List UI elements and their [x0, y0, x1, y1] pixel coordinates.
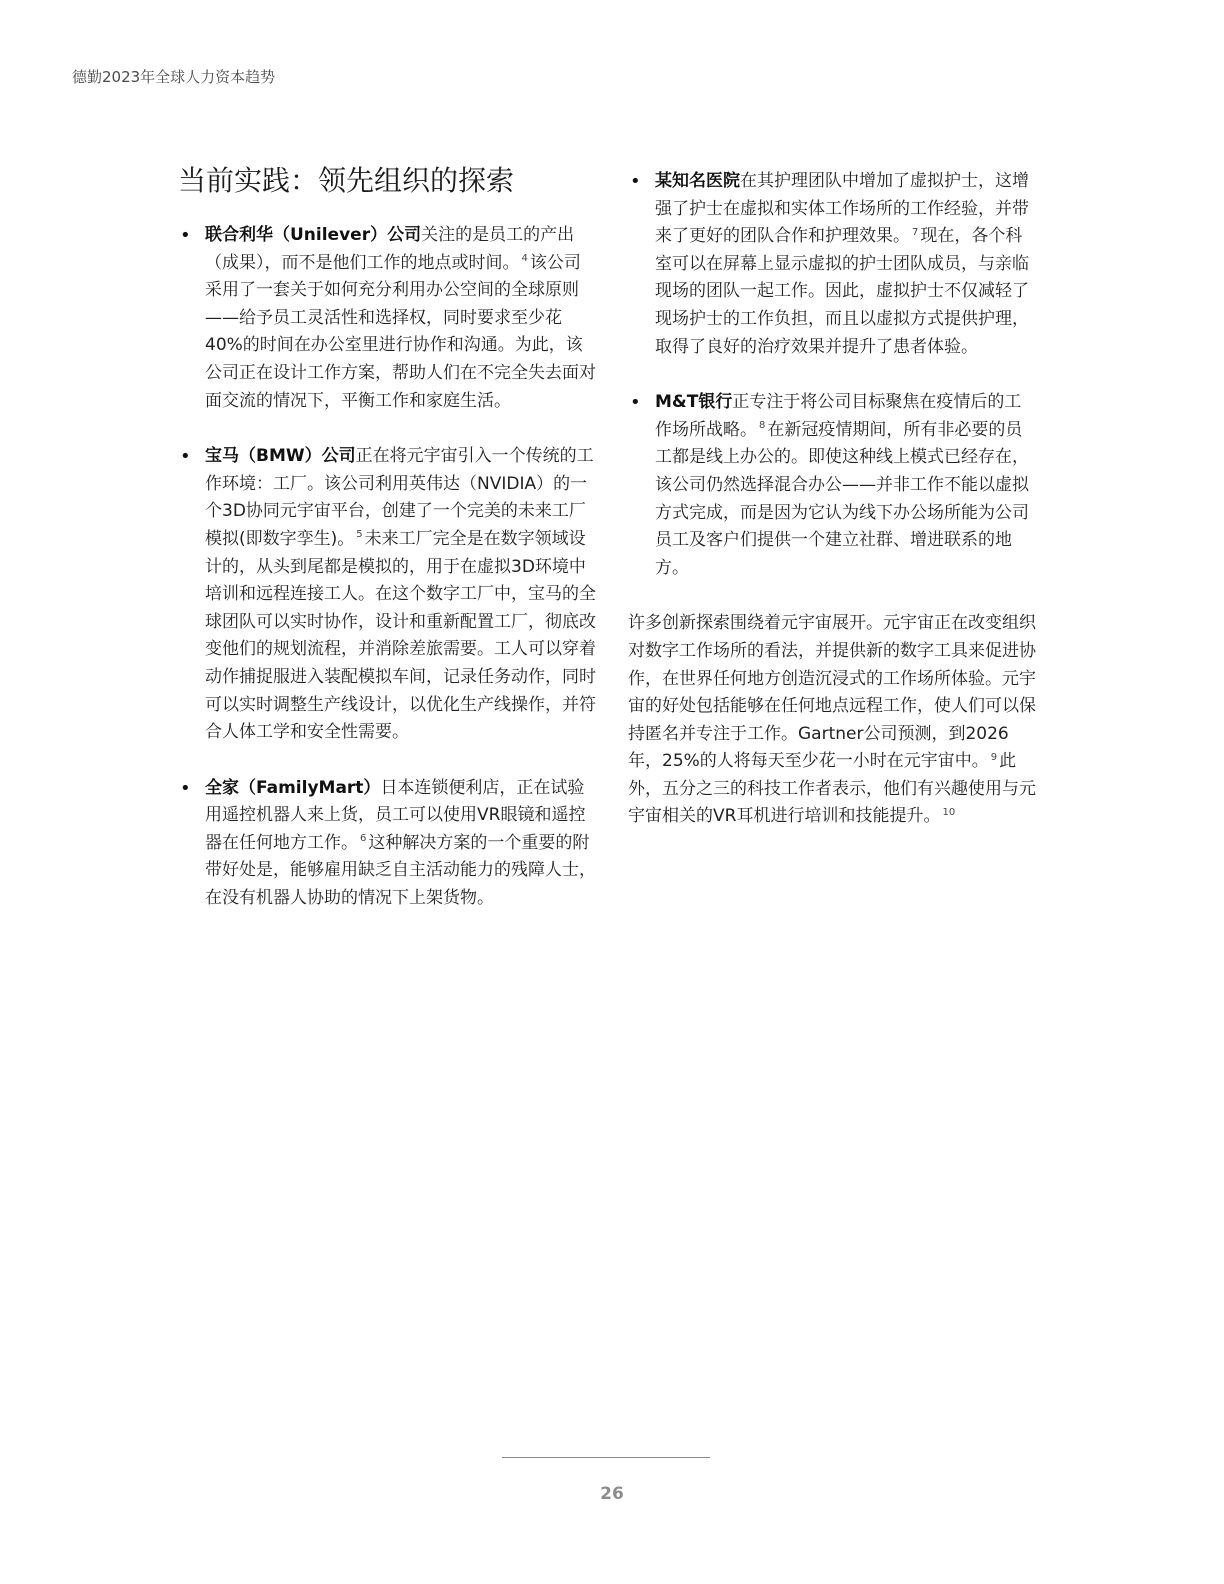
organization-name: M&T银行: [655, 392, 733, 413]
running-header: 德勤2023年全球人力资本趋势: [72, 68, 276, 86]
footnote-ref[interactable]: 4: [521, 252, 528, 264]
bullet-text: 关注的是员工的产出（成果），而不是他们工作的地点或时间。: [205, 225, 575, 273]
paragraph-text-cont: 此外，五分之三的科技工作者表示，他们有兴趣使用与元宇宙相关的VR耳机进行培训和技能提升。: [628, 751, 1036, 827]
footer-divider: [502, 1457, 710, 1458]
bullet-item-unilever: [178, 222, 596, 415]
bullet-text: 日本连锁便利店，正在试验用遥控机器人来上货，员工可以使用VR眼镜和遥控器在任何地方工作。: [205, 777, 586, 853]
company-name: 联合利华（Unilever）公司: [205, 225, 422, 245]
bullet-text: 正在将元宇宙引入一个传统的工作环境：工厂。该公司利用英伟达（NVIDIA）的一个3D协同元宇宙平台，创建了一个完美的未来工厂模拟(即数字孪生)。: [205, 446, 594, 549]
bullet-text: 正专注于将公司目标聚焦在疫情后的工作场所战略。: [655, 392, 1022, 440]
page-number: 26: [600, 1484, 624, 1504]
bullet-text-cont: 在新冠疫情期间，所有非必要的员工都是线上办公的。即使这种线上模式已经存在，该公司仍然选择混合办公——并非工作不能以虚拟方式完成，而是因为它认为线下办公场所能为公司员工及客户们提供一个建立社群、增进联系的地方。: [655, 419, 1029, 578]
bullet-text-cont: 未来工厂完全是在数字领域设计的，从头到尾都是模拟的，用于在虚拟3D环境中培训和远程连接工人。在这个数字工厂中，宝马的全球团队可以实时协作，设计和重新配置工厂，彻底改变他们的规划流程，并消除差旅需要。工人可以穿着动作捕捉服进入装配模拟车间，记录任务动作，同时可以实时调整生产线设计，以优化生产线操作，并符合人体工学和安全性需要。: [205, 528, 596, 743]
organization-name: 某知名医院: [655, 171, 740, 191]
bullet-item-bmw: [178, 443, 596, 747]
bullet-item-hospital: [628, 168, 1038, 361]
footnote-ref[interactable]: 6: [360, 833, 367, 845]
bullet-text-cont: 该公司采用了一套关于如何充分利用办公空间的全球原则——给予员工灵活性和选择权，同时要求至少花40%的时间在办公室里进行协作和沟通。为此，该公司正在设计工作方案，帮助人们在不完全失去面对面交流的情况下，平衡工作和家庭生活。: [205, 252, 596, 411]
bullet-dot-icon: •: [180, 225, 191, 246]
footnote-ref[interactable]: 5: [356, 529, 363, 541]
footnote-ref[interactable]: 7: [912, 226, 919, 238]
paragraph-text: 许多创新探索围绕着元宇宙展开。元宇宙正在改变组织对数字工作场所的看法，并提供新的数字工具来促进协作，在世界任何地方创造沉浸式的工作场所体验。元宇宙的好处包括能够在任何地点远程工作，使人们可以保持匿名并专注于工作。Gartner公司预测，到2026年，25%的人将每天至少花一小时在元宇宙中。: [628, 613, 1036, 772]
bullet-item-familymart: [178, 775, 596, 913]
section-title: 当前实践：领先组织的探索: [178, 164, 515, 197]
metaverse-paragraph: [628, 610, 1038, 831]
company-name: 宝马（BMW）公司: [205, 446, 356, 467]
right-column: [628, 168, 1038, 831]
footnote-ref[interactable]: 8: [759, 420, 766, 432]
footnote-ref[interactable]: 10: [942, 806, 956, 818]
bullet-dot-icon: •: [630, 171, 641, 192]
bullet-item-mt-bank: [628, 389, 1038, 582]
bullet-text-cont: 现在，各个科室可以在屏幕上显示虚拟的护士团队成员，与亲临现场的团队一起工作。因此，虚拟护士不仅减轻了现场护士的工作负担，而且以虚拟方式提供护理，取得了良好的治疗效果并提升了患者体验。: [655, 226, 1029, 357]
bullet-dot-icon: •: [180, 777, 191, 799]
bullet-text: 在其护理团队中增加了虚拟护士，这增强了护士在虚拟和实体工作场所的工作经验，并带来了更好的团队合作和护理效果。: [655, 171, 1029, 247]
bullet-text-cont: 这种解决方案的一个重要的附带好处是，能够雇用缺乏自主活动能力的残障人士，在没有机器人协助的情况下上架货物。: [205, 832, 596, 909]
bullet-dot-icon: •: [630, 392, 641, 414]
bullet-dot-icon: •: [180, 446, 191, 468]
left-column: [178, 160, 596, 941]
company-name: 全家（FamilyMart）: [205, 777, 381, 798]
footnote-ref[interactable]: 9: [990, 751, 998, 763]
